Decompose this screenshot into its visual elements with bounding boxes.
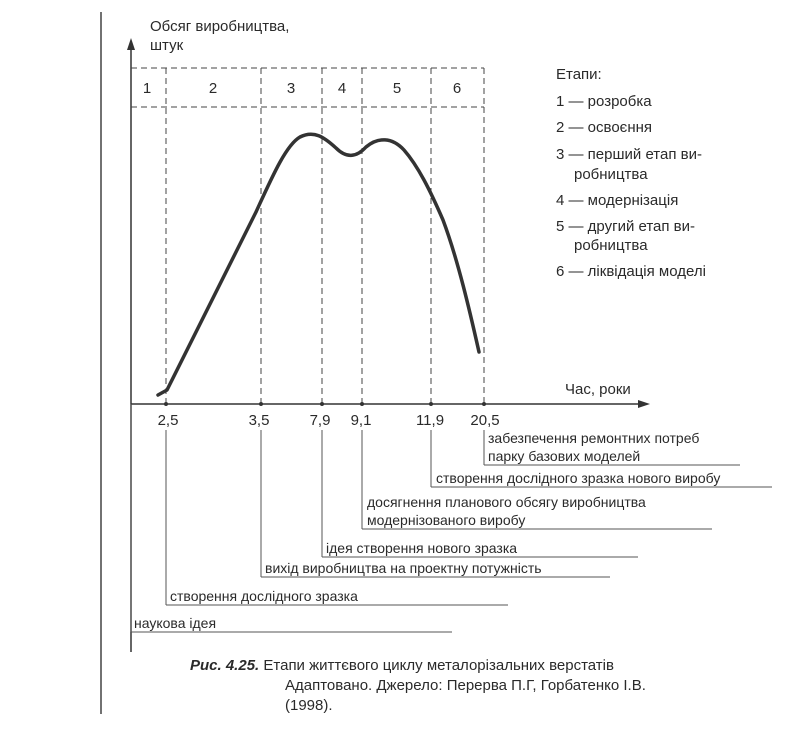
y-axis-label-line2: штук: [150, 37, 184, 54]
legend: [556, 66, 706, 280]
stage-number-6: 6: [452, 80, 462, 97]
x-tick-labels: [158, 412, 500, 429]
stage-number-3: 3: [286, 80, 296, 97]
stage-numbers: [143, 80, 461, 97]
x-tick-label: 7,9: [309, 412, 331, 429]
x-tick-label: 3,5: [248, 412, 270, 429]
x-tick-label: 2,5: [157, 412, 179, 429]
legend-item-6: 6 — ліквідація моделі: [556, 263, 706, 280]
x-tick-label: 20,5: [470, 412, 500, 429]
caption-label: Рис. 4.25.: [190, 657, 260, 674]
legend-item-2: 2 — освоєння: [556, 119, 653, 136]
event-planned-volume-line1: досягнення планового обсягу виробництва: [367, 494, 646, 510]
event-prototype: створення дослідного зразка: [170, 588, 358, 604]
event-new-prototype: створення дослідного зразка нового виробу: [436, 470, 721, 486]
y-axis-arrow: [127, 38, 135, 50]
legend-item-4: 4 — модернізація: [556, 192, 679, 209]
stage-number-1: 1: [142, 80, 152, 97]
event-labels: [134, 430, 720, 631]
event-repair-needs-line2: парку базових моделей: [488, 448, 641, 464]
figure-caption: [190, 656, 770, 716]
legend-title: Етапи:: [556, 66, 602, 83]
event-repair-needs-line1: забезпечення ремонтних потреб: [488, 430, 700, 446]
x-axis-label: Час, роки: [565, 381, 631, 398]
event-design-capacity: вихід виробництва на проектну потужність: [265, 560, 542, 576]
event-planned-volume-line2: модернізованого виробу: [367, 512, 526, 528]
stage-number-2: 2: [208, 80, 218, 97]
y-axis-label-line1: Обсяг виробництва,: [150, 18, 290, 35]
x-axis-arrow: [638, 400, 650, 408]
caption-title: Етапи життєвого циклу металорізальних верстатів: [263, 657, 614, 674]
stage-dividers: [166, 68, 484, 404]
legend-item-3-line1: 3 — перший етап ви-: [556, 146, 702, 163]
x-tick-label: 11,9: [415, 412, 445, 429]
legend-item-5-line1: 5 — другий етап ви-: [556, 218, 696, 235]
legend-item-1: 1 — розробка: [556, 93, 652, 110]
stage-number-5: 5: [392, 80, 402, 97]
event-new-sample-idea: ідея створення нового зразка: [326, 540, 518, 556]
stage-number-4: 4: [337, 80, 347, 97]
x-tick-label: 9,1: [350, 412, 372, 429]
caption-source-line2: (1998).: [285, 697, 333, 714]
legend-item-5-line2: робництва: [574, 237, 648, 254]
caption-source-line1: Адаптовано. Джерело: Перерва П.Г, Горбатенко І.В.: [285, 677, 646, 694]
legend-item-3-line2: робництва: [574, 166, 648, 183]
event-scientific-idea: наукова ідея: [134, 615, 217, 631]
x-axis: [131, 400, 650, 408]
